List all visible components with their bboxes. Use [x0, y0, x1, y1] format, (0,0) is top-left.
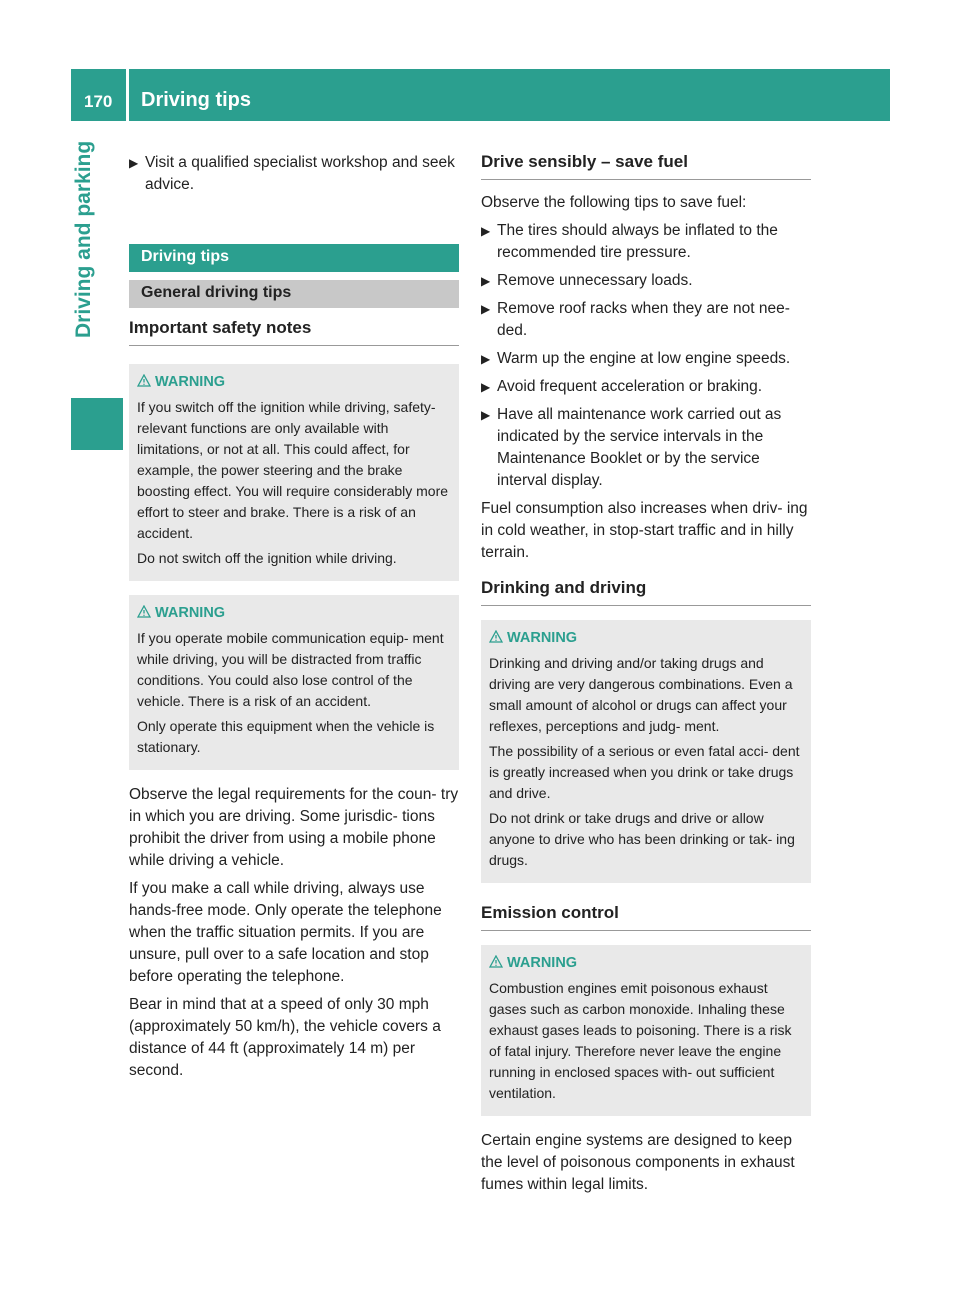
triangle-right-icon [481, 220, 490, 242]
warning-text: The possibility of a serious or even fatal acci- dent is greatly increased when you drink or take drugs and drive. [489, 743, 800, 801]
subsection-band: General driving tips [129, 280, 459, 308]
list-item: ▶ Have all maintenance work carried out as indicated by the service intervals in the Maintenance Booklet or by the service interval display. [481, 404, 811, 492]
warning-box [129, 364, 459, 581]
page-title: Driving tips [141, 89, 252, 111]
section-heading: Important safety notes [129, 318, 459, 346]
list-item: ▶ The tires should always be inflated to the recommended tire pressure. [481, 220, 811, 264]
warning-text: Combustion engines emit poisonous exhaust gases such as carbon monoxide. Inhaling these exhaust gases leads to poisoning. There is a risk of fatal injury. Therefore never leave the engine running in enclosed spaces with- out sufficient ventilation. [489, 980, 792, 1101]
body-paragraph: If you make a call while driving, always use hands-free mode. Only operate the telephone when the traffic situation permits. If you are unsure, pull over to a safe location and stop before operating the telephone. [129, 880, 442, 985]
side-tab-label: Driving and parking [72, 140, 95, 338]
warning-box [129, 595, 459, 770]
warning-box [481, 620, 811, 883]
left-column [129, 152, 459, 1088]
warning-text: If you operate mobile communication equip- ment while driving, you will be distracted from traffic conditions. You could also lose control of the vehicle. There is a risk of an accident. [137, 630, 444, 709]
list-item: ▶ Warm up the engine at low engine speeds. [481, 348, 811, 370]
warning-text: If you switch off the ignition while driving, safety-relevant functions are only available with limitations, or not at all. This could affect, for example, the power steering and the brake boosting effect. You will require considerably more effort to steer and brake. There is a risk of an accident. [137, 399, 449, 541]
body-paragraph: Observe the following tips to save fuel: [481, 194, 747, 211]
body-paragraph: Fuel consumption also increases when driv- ing in cold weather, in stop-start traffic and in hilly terrain. [481, 500, 808, 561]
body-paragraph: Observe the legal requirements for the coun- try in which you are driving. Some jurisdic- tions prohibit the driver from using a mobile phone while driving a vehicle. [129, 786, 459, 869]
header-divider [126, 69, 129, 121]
warning-heading: WARNING [137, 372, 451, 393]
body-paragraph: Certain engine systems are designed to keep the level of poisonous components in exhaust fumes within legal limits. [481, 1132, 795, 1193]
warning-heading: WARNING [489, 953, 803, 974]
list-item: ▶ Remove roof racks when they are not nee- ded. [481, 298, 811, 342]
triangle-right-icon [481, 404, 490, 426]
section-heading: Emission control [481, 903, 811, 931]
warning-text: Only operate this equipment when the vehicle is stationary. [137, 718, 435, 755]
side-tab-marker [71, 398, 123, 450]
warning-triangle-icon [137, 605, 151, 618]
warning-text: Do not drink or take drugs and drive or allow anyone to drive who has been drinking or tak- ing drugs. [489, 810, 795, 868]
triangle-right-icon [481, 376, 490, 398]
section-band: Driving tips [129, 244, 459, 272]
page-number: 170 [84, 92, 113, 111]
warning-heading: WARNING [137, 603, 451, 624]
triangle-right-icon [481, 348, 490, 370]
warning-triangle-icon [489, 630, 503, 643]
section-heading: Drinking and driving [481, 578, 811, 606]
warning-text: Drinking and driving and/or taking drugs and driving are very dangerous combinations. Even a small amount of alcohol or drugs can affect your reflexes, perceptions and judg- ment. [489, 655, 793, 734]
warning-heading: WARNING [489, 628, 803, 649]
right-column [481, 152, 811, 1202]
warning-text: Do not switch off the ignition while driving. [137, 550, 397, 566]
section-heading: Drive sensibly – save fuel [481, 152, 811, 180]
triangle-right-icon [481, 270, 490, 292]
list-item: ▶ Remove unnecessary loads. [481, 270, 811, 292]
warning-triangle-icon [489, 955, 503, 968]
warning-triangle-icon [137, 374, 151, 387]
list-item: ▶ Avoid frequent acceleration or braking. [481, 376, 811, 398]
triangle-right-icon [129, 152, 138, 174]
warning-box [481, 945, 811, 1116]
triangle-right-icon [481, 298, 490, 320]
list-item: ▶ Visit a qualified specialist workshop and seek advice. [129, 152, 459, 196]
body-paragraph: Bear in mind that at a speed of only 30 mph (approximately 50 km/h), the vehicle covers a distance of 44 ft (approximately 14 m) per second. [129, 996, 441, 1079]
